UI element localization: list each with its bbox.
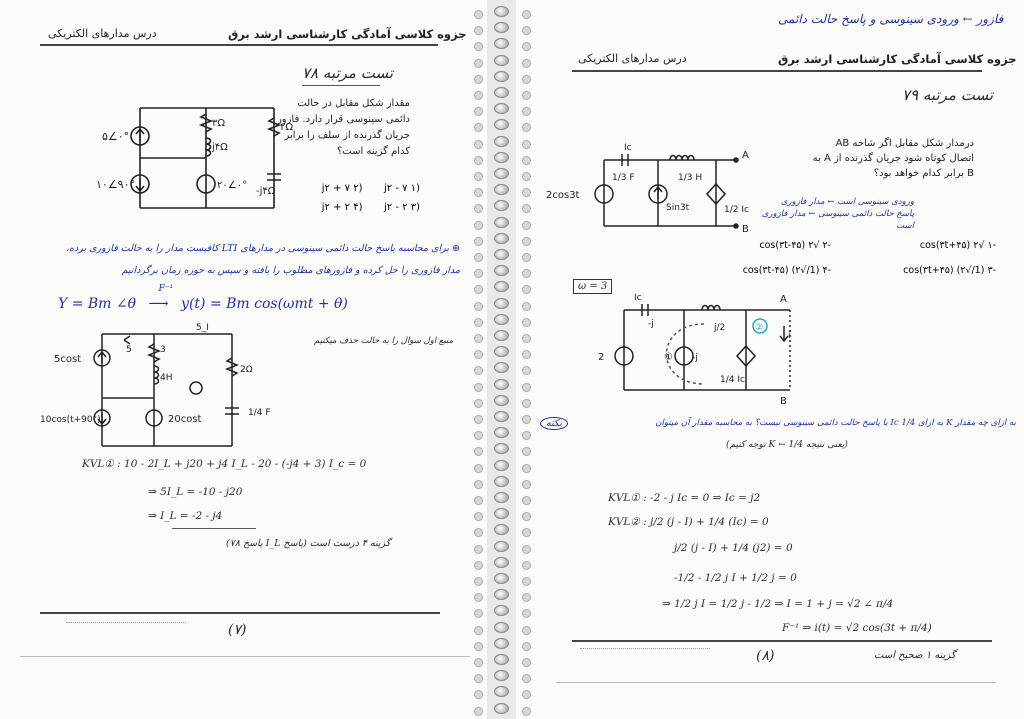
ic-right: Ic [624, 143, 632, 153]
node-b-right-2: B [780, 396, 787, 407]
src-top-label: ۵∠۰° [102, 130, 130, 143]
punch-hole [522, 528, 531, 537]
question-line-2: دائمی سینوسی قرار دارد. فازور [276, 114, 410, 125]
punch-hole [474, 107, 483, 116]
src2-label: 10cos(t+90°) [40, 415, 101, 425]
spiral-binding [487, 0, 516, 719]
header-rule [40, 44, 438, 46]
bottom-edge-right [556, 682, 996, 683]
spiral-ring [494, 200, 509, 211]
punch-hole [474, 188, 483, 197]
punch-hole [522, 626, 531, 635]
circuit-diagram-right-2 [584, 290, 804, 410]
answer-right: گزینه ۱ صحیح است [874, 650, 956, 661]
vsrc-label: ۲۰∠۰° [217, 180, 248, 191]
punch-hole [474, 253, 483, 262]
spiral-ring [494, 330, 509, 341]
punch-hole [474, 626, 483, 635]
punch-hole [474, 42, 483, 51]
punch-hole [522, 431, 531, 440]
punch-hole [522, 237, 531, 246]
punch-hole [522, 123, 531, 132]
freq-box: ω = 3 [573, 279, 612, 294]
test-label: تست مرتبه ۷۸ [302, 64, 394, 82]
punch-hole [522, 334, 531, 343]
note-blue-2: (یعنی نتیجه 1/4 ← K توجه کنیم) [726, 440, 848, 450]
vsrc2-label: 20cost [168, 414, 202, 425]
punch-hole [522, 447, 531, 456]
formula-right: y(t) = Bm cos(ωmt + θ) [181, 296, 348, 312]
node-a-right: A [742, 150, 749, 161]
punch-hole [522, 26, 531, 35]
punch-hole [522, 512, 531, 521]
spiral-ring [494, 379, 509, 390]
punch-hole [474, 658, 483, 667]
kvl-right-3: j/2 (j - I) + 1/4 (j2) = 0 [674, 542, 793, 554]
footer-rule-right [572, 640, 992, 642]
dep-right-2: 1/4 Ic [720, 375, 745, 385]
spiral-ring [494, 460, 509, 471]
left-page [0, 0, 487, 719]
punch-hole [474, 318, 483, 327]
cap-right: 1/3 F [612, 173, 635, 183]
blue-side-3: است [896, 221, 914, 231]
spiral-ring [494, 476, 509, 487]
circuit-diagram-right-1 [546, 140, 766, 240]
kvl-underline [172, 528, 256, 529]
punch-hole [522, 91, 531, 100]
spiral-ring [494, 38, 509, 49]
spiral-ring [494, 605, 509, 616]
punch-hole [474, 302, 483, 311]
note-tag: نکته [540, 417, 568, 430]
header-title: جزوه کلاسی آمادگی کارشناسی ارشد برق [228, 27, 467, 41]
punch-hole [474, 140, 483, 149]
punch-hole [474, 593, 483, 602]
option-1: (۱ ۷ - j۲ [384, 183, 420, 194]
question-text [268, 96, 410, 160]
punch-hole [474, 707, 483, 716]
spiral-ring [494, 541, 509, 552]
option-right-4: -۴ (1/√۲) cos(۳t-۴۵) [742, 265, 831, 276]
spiral-ring [494, 411, 509, 422]
punch-hole [522, 690, 531, 699]
punch-hole [474, 561, 483, 570]
formula-arrow-icon: F⁻¹ ⟶ [148, 284, 174, 312]
punch-hole [474, 464, 483, 473]
spiral-ring [494, 654, 509, 665]
punch-hole [474, 512, 483, 521]
r3-label: ۳Ω [212, 118, 226, 129]
r3-label-2: 3 [160, 345, 166, 355]
punch-hole [474, 285, 483, 294]
spiral-ring [494, 184, 509, 195]
punch-hole [522, 561, 531, 570]
header-course: درس مدارهای الکتریکی [48, 27, 157, 40]
spiral-ring [494, 589, 509, 600]
punch-hole [522, 269, 531, 278]
spiral-ring [494, 87, 509, 98]
spiral-ring [494, 427, 509, 438]
punch-hole [474, 609, 483, 618]
loop2-label: ② [755, 323, 764, 333]
spiral-ring [494, 168, 509, 179]
bottom-edge [20, 656, 470, 657]
punch-hole [474, 172, 483, 181]
punch-hole [522, 609, 531, 618]
test-label-right: تست مرتبه ۷۹ [902, 86, 994, 104]
src1-label: 5cost [54, 354, 82, 365]
punch-hole [522, 75, 531, 84]
punch-hole [474, 383, 483, 392]
vsrc-right-2: 2 [598, 352, 605, 363]
note-blue: به ازای چه مقدار K به ازای 1/4 Ic با پاسخ حالت دائمی سینوسی نیست؟ به محاسبه مقدار آن میتوان [655, 418, 1016, 428]
punch-hole [522, 415, 531, 424]
question-line-1: مقدار شکل مقابل در حالت [297, 98, 410, 109]
punch-hole [522, 366, 531, 375]
isrc-right-2: -j [692, 353, 698, 363]
punch-hole [522, 318, 531, 327]
punch-hole [474, 269, 483, 278]
page-number-right: (۸) [756, 648, 775, 664]
r2-label-2: 2Ω [240, 365, 253, 375]
spiral-ring [494, 265, 509, 276]
option-2: (۲ ۷ + j۲ [321, 183, 363, 194]
kvl-right-5: ⇒ 1/2 j I = 1/2 j - 1/2 ⇒ I = 1 + j = √2 ∠ π/4 [662, 598, 894, 610]
punch-hole [474, 399, 483, 408]
punch-hole [522, 285, 531, 294]
question-line-4: کدام گزینه است؟ [336, 146, 410, 157]
punch-hole [474, 577, 483, 586]
punch-hole [474, 447, 483, 456]
punch-hole [474, 674, 483, 683]
formula-left: Y = Bm ∠θ [58, 296, 137, 312]
header-title-right: جزوه کلاسی آمادگی کارشناسی ارشد برق [778, 52, 1017, 66]
blue-side-notes [761, 196, 914, 232]
ind-right: 1/3 H [678, 173, 703, 183]
punch-hole [474, 528, 483, 537]
punch-hole [474, 334, 483, 343]
spiral-ring [494, 217, 509, 228]
punch-hole [474, 123, 483, 132]
punch-hole [474, 10, 483, 19]
kvl-right-6: F⁻¹ ⇒ i(t) = √2 cos(3t + π/4) [782, 622, 932, 634]
spiral-ring [494, 686, 509, 697]
punch-hole [522, 188, 531, 197]
options-grid [305, 183, 420, 213]
cap-label-2: 1/4 F [248, 408, 271, 418]
punch-hole [522, 350, 531, 359]
spiral-ring [494, 249, 509, 260]
cap-right-2: -j [648, 319, 654, 329]
spiral-ring [494, 281, 509, 292]
spiral-ring [494, 22, 509, 33]
punch-hole [522, 156, 531, 165]
punch-hole [522, 140, 531, 149]
punch-hole [522, 107, 531, 116]
kvl-line-3: ⇒ I_L = -2 - j4 [148, 510, 223, 522]
l4-label: j۴Ω [212, 142, 228, 153]
kvl-right-4: -1/2 - 1/2 j I + 1/2 j = 0 [674, 572, 797, 584]
page-number: (۷) [228, 622, 247, 638]
punch-hole [474, 237, 483, 246]
spiral-ring [494, 362, 509, 373]
spiral-ring [494, 443, 509, 454]
kvl-right-1: KVL① : -2 - j Ic = 0 ⇒ Ic = j2 [608, 492, 761, 504]
punch-hole [522, 302, 531, 311]
punch-hole [474, 156, 483, 165]
right-page [516, 0, 1024, 719]
question-line-3: جریان گذرنده از سلف را برابر [284, 130, 410, 141]
punch-hole [474, 59, 483, 68]
blue-note-2: مدار فازوری را حل کرده و فازورهای مطلوب را یافته و سپس به حوزه زمان برگردانیم [121, 265, 460, 276]
src-bottom-label: ۱۰∠۹۰° [96, 178, 135, 191]
formula [58, 284, 348, 312]
cap-label: -j۴Ω [256, 186, 276, 197]
spiral-ring [494, 524, 509, 535]
node-a-right-2: A [780, 294, 787, 305]
option-right-1: -۱ √۲ cos(۳t+۴۵) [919, 240, 996, 251]
spiral-ring [494, 314, 509, 325]
i5-label-text: 5_I [196, 323, 209, 333]
question-line-2-right: اتصال کوتاه شود جریان گذرنده از A به [812, 153, 974, 164]
dep-right: 1/2 Ic [724, 205, 749, 215]
punch-hole [474, 480, 483, 489]
circuit-diagram-1 [96, 96, 296, 216]
i5-label: 5 [126, 345, 132, 355]
spiral-ring [494, 103, 509, 114]
punch-hole [522, 593, 531, 602]
ind-right-2: j/2 [714, 323, 726, 333]
formula-arrow-label: F⁻¹ [158, 284, 174, 294]
answer: گزینه ۴ درست است (پاسخ I_L پاسخ ۷۸) [226, 538, 391, 549]
spiral-ring [494, 670, 509, 681]
isrc-right: Sin3t [666, 203, 690, 213]
spiral-ring [494, 638, 509, 649]
spiral-ring [494, 71, 509, 82]
side-note: منبع اول سوال را به حالت حذف میکنیم [314, 336, 454, 346]
footer-dots [66, 622, 186, 624]
punch-hole [474, 415, 483, 424]
punch-hole [474, 91, 483, 100]
punch-hole [522, 658, 531, 667]
punch-hole [474, 350, 483, 359]
ic-right-2: Ic [634, 293, 642, 303]
node-b-right: B [742, 224, 749, 235]
punch-hole [522, 496, 531, 505]
punch-hole [522, 674, 531, 683]
punch-hole [522, 399, 531, 408]
punch-hole [474, 496, 483, 505]
question-text-right [774, 136, 974, 181]
blue-side-1: ورودی سینوسی است ← مدار فازوری [780, 197, 914, 207]
punch-hole [474, 366, 483, 375]
punch-hole [474, 75, 483, 84]
header-course-right: درس مدارهای الکتریکی [578, 52, 687, 65]
spiral-ring [494, 557, 509, 568]
question-line-1-right: درمدار شکل مقابل اگر شاخه AB [835, 138, 974, 149]
l4-label-2: 4H [160, 373, 173, 383]
test-label-underline [302, 85, 380, 86]
punch-hole [522, 221, 531, 230]
punch-hole [474, 431, 483, 440]
punch-hole [522, 545, 531, 554]
spiral-ring [494, 55, 509, 66]
kvl-line-2: ⇒ 5I_L = -10 - j20 [148, 486, 243, 498]
footer-dots-right [580, 648, 710, 650]
kvl-line-1: KVL① : 10 - 2I_L + j20 + j4 I_L - 20 - (-j4 + 3) I_c = 0 [82, 458, 367, 470]
punch-hole [522, 204, 531, 213]
loop1-label: ① [664, 352, 673, 363]
option-4: (۴ ۲ + j۲ [321, 202, 363, 213]
punch-hole [474, 690, 483, 699]
spiral-ring [494, 508, 509, 519]
kvl-right-2: KVL② : j/2 (j - I) + 1/4 (Ic) = 0 [608, 516, 769, 528]
options-grid-right [666, 240, 996, 276]
top-note: فازور ← ورودی سینوسی و پاسخ حالت دائمی [778, 12, 1004, 26]
punch-hole [474, 221, 483, 230]
option-right-3: -۳ (1/√۲) cos(۳t+۴۵) [903, 265, 996, 276]
punch-hole [522, 10, 531, 19]
spiral-ring [494, 119, 509, 130]
punch-hole [522, 480, 531, 489]
punch-hole [474, 642, 483, 651]
option-right-2: -۲ √۲ cos(۳t-۴۵) [759, 240, 831, 251]
punch-hole [522, 383, 531, 392]
footer-rule [40, 612, 440, 614]
spiral-ring [494, 233, 509, 244]
punch-hole [522, 253, 531, 262]
question-line-3-right: B برابر کدام خواهد بود؟ [873, 168, 974, 179]
punch-hole [522, 577, 531, 586]
punch-hole [522, 59, 531, 68]
spiral-ring [494, 703, 509, 714]
spiral-ring [494, 395, 509, 406]
punch-hole [522, 642, 531, 651]
blue-note-1: ⊛ برای محاسبه پاسخ حالت دائمی سینوسی در مدارهای LTI کافیست مدار را به حالت فازوری برده، [65, 243, 460, 254]
spiral-ring [494, 346, 509, 357]
punch-hole [522, 172, 531, 181]
spiral-ring [494, 622, 509, 633]
punch-hole [474, 545, 483, 554]
i-right-2: i [788, 331, 791, 341]
spiral-ring [494, 152, 509, 163]
punch-hole [522, 42, 531, 51]
vsrc-right: 2cos3t [546, 190, 580, 201]
r2-label: ۲Ω [280, 122, 294, 133]
spiral-ring [494, 298, 509, 309]
spiral-ring [494, 492, 509, 503]
punch-hole [474, 26, 483, 35]
punch-hole [522, 707, 531, 716]
blue-side-2: پاسخ حالت دائمی سینوسی ← مدار فازوری [761, 209, 914, 219]
punch-hole [474, 204, 483, 213]
spiral-ring [494, 6, 509, 17]
circuit-diagram-2 [40, 322, 300, 462]
option-3: (۳ ۲ - j۲ [384, 202, 420, 213]
spiral-ring [494, 136, 509, 147]
header-rule-right [572, 70, 982, 72]
spiral-ring [494, 573, 509, 584]
punch-hole [522, 464, 531, 473]
